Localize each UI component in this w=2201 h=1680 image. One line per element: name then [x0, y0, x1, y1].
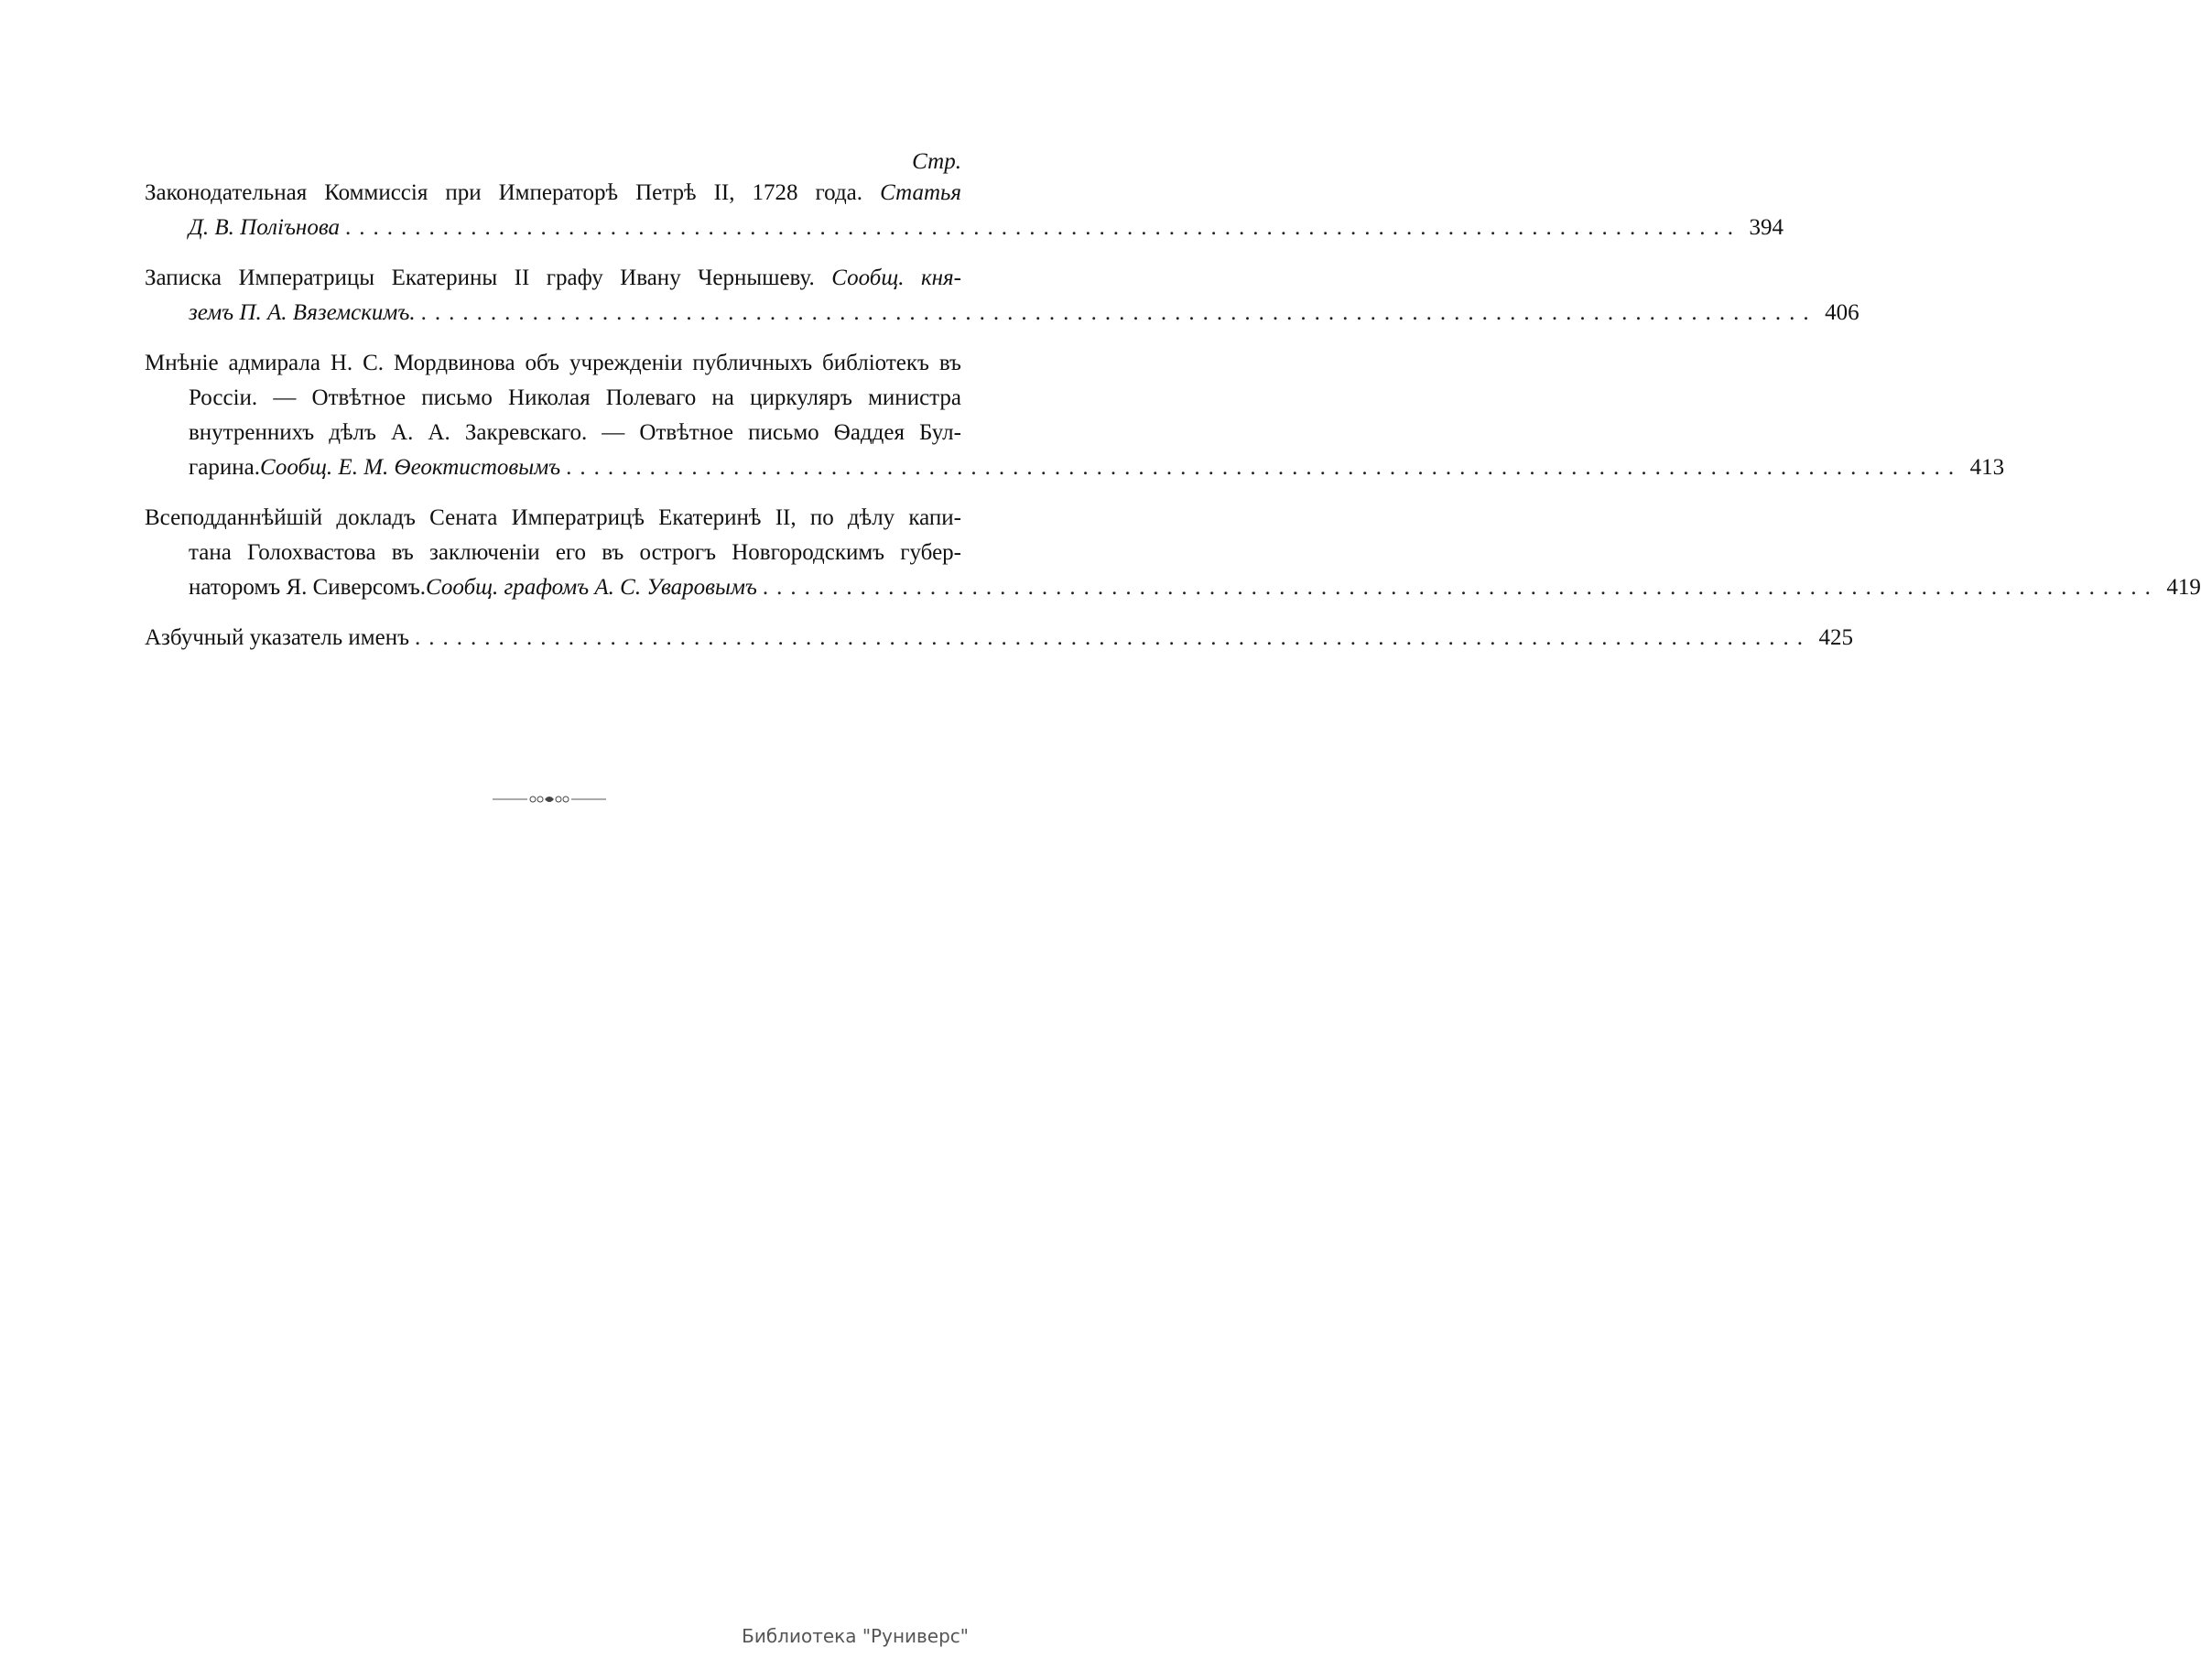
- toc-entry-name-index[interactable]: [145, 621, 1854, 656]
- library-watermark: Библиотека "Руниверс": [742, 1625, 969, 1647]
- dot-leader: ....................................................................................................: [345, 215, 1742, 240]
- toc-entry-legislative-commission[interactable]: [145, 176, 1784, 245]
- table-of-contents: [145, 176, 2201, 671]
- toc-entry-first-line: Мнѣніе адмирала Н. С. Мордвинова объ учрежденіи публичныхъ библіотекъ въ: [145, 351, 961, 375]
- toc-page-number: 413: [1969, 455, 2005, 480]
- toc-entry-last-line: [145, 211, 1784, 245]
- toc-entry-title: Записка Императрицы Екатерины II графу Ивану Чернышеву.: [145, 266, 815, 290]
- toc-entry-italic: Сообщ. кня-: [831, 266, 961, 290]
- toc-entry-last-line: [145, 450, 2005, 485]
- toc-entry-last-line: [145, 296, 1859, 331]
- toc-entry-author: Д. В. Поліънова: [189, 215, 341, 240]
- toc-entry-first-line: [145, 261, 961, 296]
- toc-entry-middle-line: тана Голохвастова въ заключеніи его въ острогъ Новгородскимъ губер-: [189, 540, 961, 565]
- page-column-label: Стр.: [912, 149, 961, 174]
- toc-entry-italic: Статья: [880, 180, 962, 205]
- toc-entry-senate-report[interactable]: [145, 501, 2201, 605]
- toc-entry-title: Законодательная Коммиссія при Императорѣ Петрѣ II, 1728 года.: [145, 180, 863, 205]
- toc-entry-last-line: [145, 621, 1854, 656]
- dot-leader: ....................................................................................................: [415, 625, 1812, 650]
- toc-entry-author: земъ П. А. Вяземскимъ.: [189, 300, 416, 325]
- toc-entry-first-line: [145, 176, 961, 211]
- toc-entry-first-line: Всеподданнѣйшій докладъ Сената Императрицѣ Екатеринѣ II, по дѣлу капи-: [145, 505, 961, 530]
- toc-entry-empress-note[interactable]: [145, 261, 1859, 331]
- toc-entry-mordvinov-opinion[interactable]: [145, 346, 2005, 485]
- toc-entry-text: наторомъ Я. Сиверсомъ.: [189, 575, 427, 600]
- toc-entry-middle-line: Россіи. — Отвѣтное письмо Николая Полеваго на циркуляръ министра: [189, 385, 961, 410]
- toc-page-number: 406: [1825, 300, 1859, 325]
- dot-leader: ....................................................................................................: [566, 455, 1963, 480]
- toc-page-number: 394: [1749, 215, 1784, 240]
- toc-entry-middle-line: внутреннихъ дѣлъ А. А. Закревскаго. — Отвѣтное письмо Ѳаддея Бул-: [189, 420, 961, 445]
- decorative-ornament-icon: [493, 793, 606, 806]
- toc-entry-text: гарина.: [189, 455, 260, 480]
- dot-leader: ....................................................................................................: [762, 575, 2159, 600]
- toc-entry-last-line: [145, 570, 2201, 605]
- toc-entry-author: Сообщ. Е. М. Ѳеоктистовымъ: [259, 455, 561, 480]
- toc-entry-author: Сообщ. графомъ А. С. Уваровымъ: [426, 575, 757, 600]
- toc-entry-text: Азбучный указатель именъ: [145, 625, 410, 650]
- toc-page-number: 425: [1818, 625, 1854, 650]
- toc-page-number: 419: [2166, 575, 2201, 600]
- dot-leader: ....................................................................................................: [420, 300, 1817, 325]
